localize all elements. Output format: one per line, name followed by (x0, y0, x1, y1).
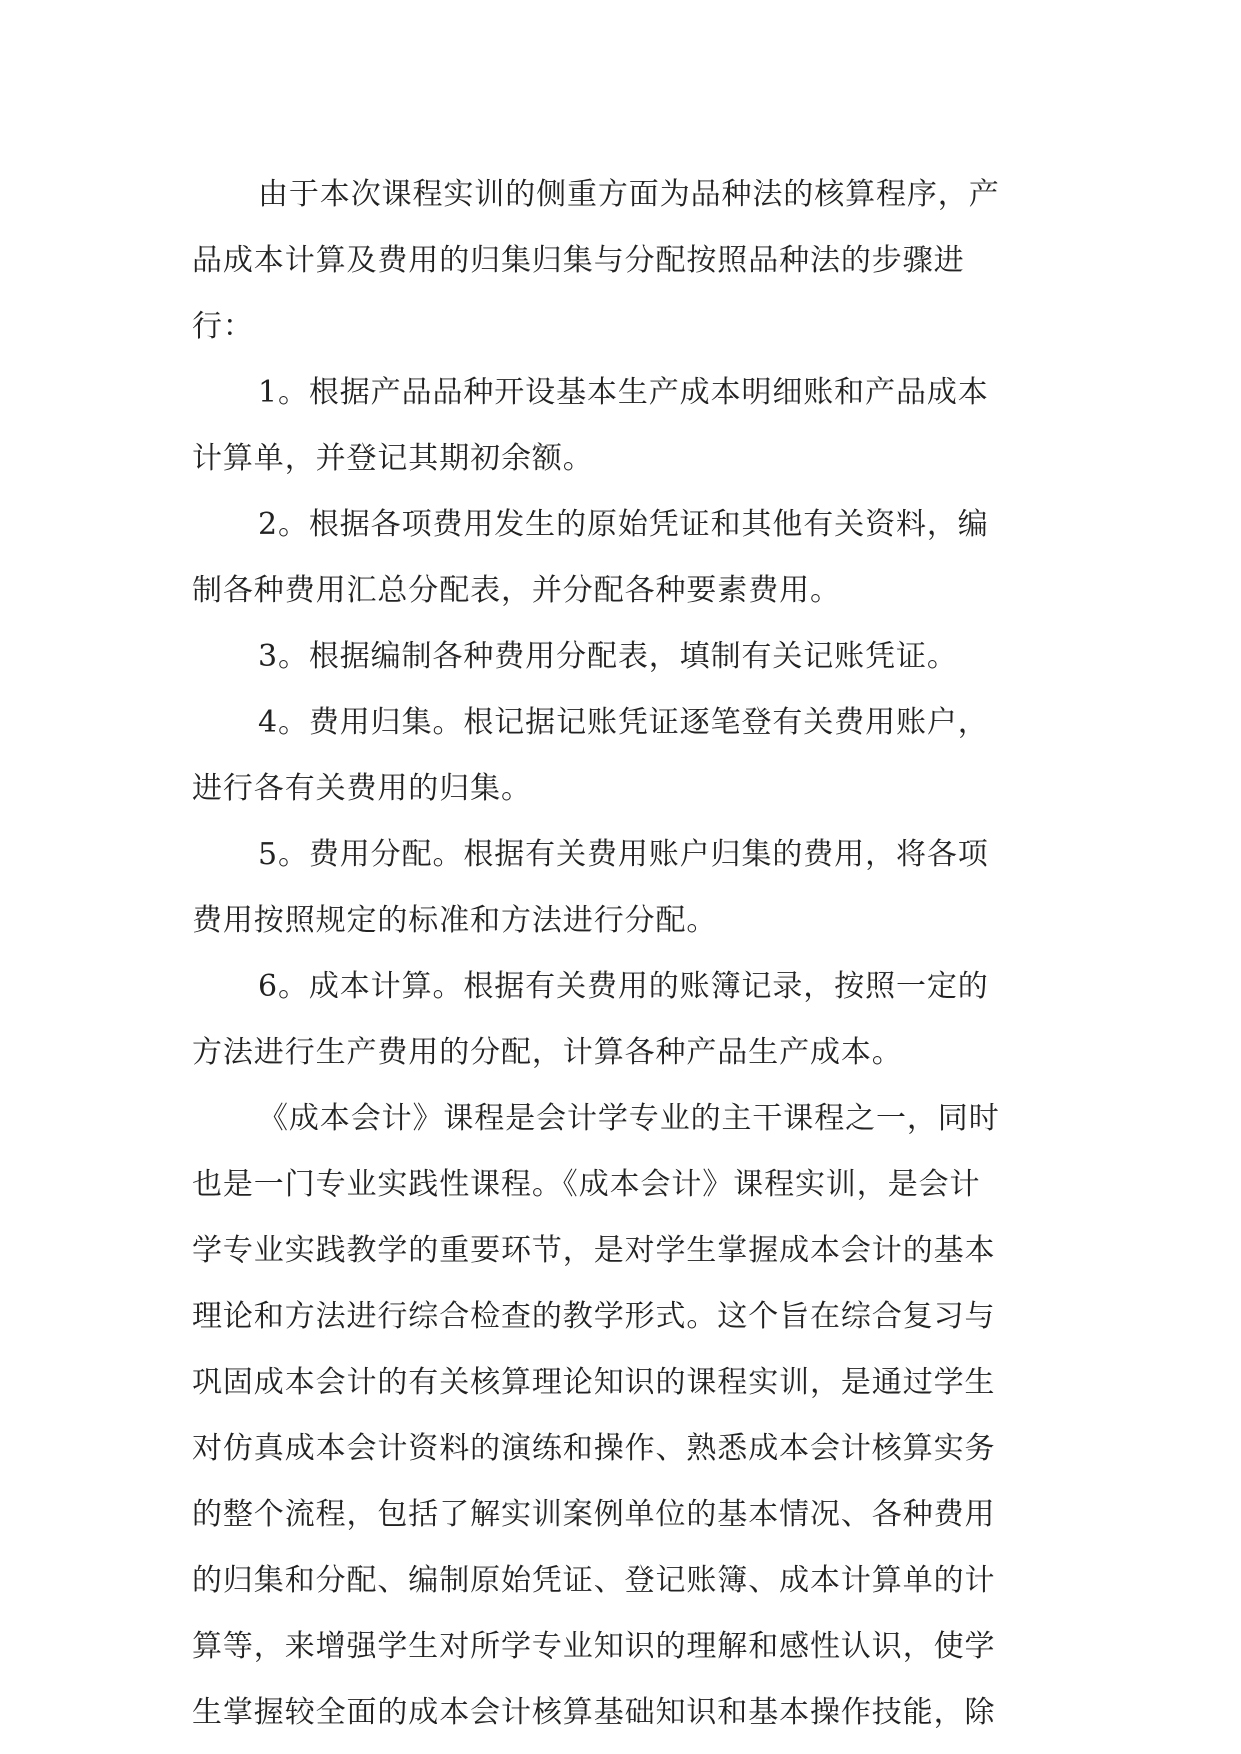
text-line: 6。成本计算。根据有关费用的账簿记录，按照一定的 (258, 969, 989, 1004)
text-line: 对仿真成本会计资料的演练和操作、熟悉成本会计核算实务 (192, 1431, 996, 1466)
text-line: 4。费用归集。根记据记账凭证逐笔登有关费用账户， (258, 705, 989, 740)
text-line: 计算单，并登记其期初余额。 (192, 441, 594, 476)
text-line: 也是一门专业实践性课程。《成本会计》课程实训，是会计 (192, 1167, 981, 1202)
text-line: 3。根据编制各种费用分配表，填制有关记账凭证。 (258, 639, 958, 674)
text-line: 的归集和分配、编制原始凭证、登记账簿、成本计算单的计 (192, 1563, 996, 1598)
text-line: 的整个流程，包括了解实训案例单位的基本情况、各种费用 (192, 1497, 996, 1532)
text-line: 2。根据各项费用发生的原始凭证和其他有关资料，编 (258, 507, 989, 542)
text-line: 进行各有关费用的归集。 (192, 771, 532, 806)
text-line: 理论和方法进行综合检查的教学形式。这个旨在综合复习与 (192, 1299, 996, 1334)
text-line: 5。费用分配。根据有关费用账户归集的费用，将各项 (258, 837, 989, 872)
text-line: 巩固成本会计的有关核算理论知识的课程实训，是通过学生 (192, 1365, 996, 1400)
text-line: 学专业实践教学的重要环节，是对学生掌握成本会计的基本 (192, 1233, 996, 1268)
text-line: 1。根据产品品种开设基本生产成本明细账和产品成本 (258, 375, 989, 410)
text-line: 算等，来增强学生对所学专业知识的理解和感性认识，使学 (192, 1629, 996, 1664)
text-line: 行： (192, 309, 254, 344)
text-line: 《成本会计》课程是会计学专业的主干课程之一，同时 (258, 1101, 1000, 1136)
text-line: 生掌握较全面的成本会计核算基础知识和基本操作技能，除 (192, 1695, 996, 1730)
body-text (192, 162, 1052, 1746)
text-line: 由于本次课程实训的侧重方面为品种法的核算程序，产 (258, 177, 1000, 212)
text-line: 方法进行生产费用的分配，计算各种产品生产成本。 (192, 1035, 903, 1070)
text-line: 费用按照规定的标准和方法进行分配。 (192, 903, 718, 938)
text-line: 制各种费用汇总分配表，并分配各种要素费用。 (192, 573, 841, 608)
text-line: 品成本计算及费用的归集归集与分配按照品种法的步骤进 (192, 243, 965, 278)
